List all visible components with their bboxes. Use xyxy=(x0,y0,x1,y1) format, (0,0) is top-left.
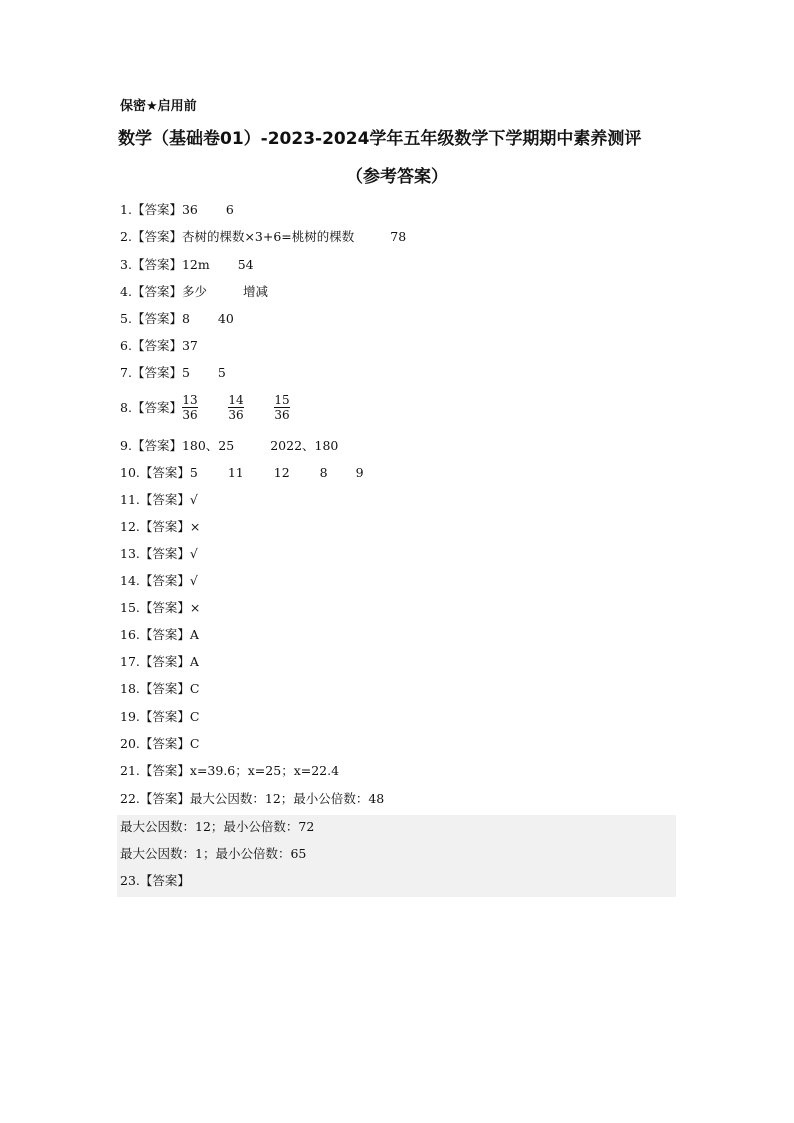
extra-line-text: 最大公因数：1；最小公倍数：65 xyxy=(120,846,307,861)
answer-number: 20. xyxy=(120,735,140,751)
answer-label: 【答案】 xyxy=(139,492,190,507)
answer-value: × xyxy=(189,518,201,534)
answer-value: 8 xyxy=(181,310,190,326)
answer-number: 2. xyxy=(120,228,132,244)
answer-label: 【答案】 xyxy=(139,654,190,669)
answer-value: C xyxy=(189,708,200,724)
answer-row xyxy=(120,281,268,301)
answer-label: 【答案】 xyxy=(131,284,182,299)
answer-label: 【答案】 xyxy=(139,763,190,778)
answer-value: 11 xyxy=(227,464,244,480)
answer-number: 14. xyxy=(120,572,140,588)
answer-number: 7. xyxy=(120,364,132,380)
answer-number: 18. xyxy=(120,680,140,696)
answer-value: 12m xyxy=(181,256,210,272)
answer-row xyxy=(120,199,234,219)
answer-label: 【答案】 xyxy=(131,400,182,415)
fraction-numerator: 13 xyxy=(182,392,198,407)
answer-label: 【答案】 xyxy=(131,202,182,217)
answer-number: 3. xyxy=(120,256,132,272)
answer-value: 6 xyxy=(225,201,234,217)
fraction-denominator: 36 xyxy=(182,407,198,422)
answer-label: 【答案】 xyxy=(131,365,182,380)
extra-line-text: 最大公因数：12；最小公倍数：72 xyxy=(120,819,315,834)
answer-row xyxy=(120,788,384,808)
answer-row xyxy=(120,597,200,617)
answer-label: 【答案】 xyxy=(131,438,182,453)
answer-value: 12 xyxy=(273,464,290,480)
answer-value: 37 xyxy=(181,337,198,353)
answer-row xyxy=(120,678,199,698)
answer-row xyxy=(120,706,199,726)
answer-row xyxy=(120,308,234,328)
answer-value: x=39.6；x=25；x=22.4 xyxy=(189,763,340,778)
fraction xyxy=(274,393,290,422)
answer-number: 6. xyxy=(120,337,132,353)
answer-label: 【答案】 xyxy=(139,736,190,751)
answer-number: 16. xyxy=(120,626,140,642)
answer-label: 【答案】 xyxy=(139,791,190,806)
answer-number: 8. xyxy=(120,399,132,415)
answer-number: 1. xyxy=(120,201,132,217)
answer-value: 40 xyxy=(217,310,234,326)
answer-value: A xyxy=(189,653,199,669)
answer-label: 【答案】 xyxy=(131,257,182,272)
answer-number: 13. xyxy=(120,545,140,561)
answer-value: √ xyxy=(189,572,198,588)
fraction-denominator: 36 xyxy=(228,407,244,422)
answer-row xyxy=(120,226,406,246)
answer-value: × xyxy=(189,599,201,615)
answer-value: C xyxy=(189,680,200,696)
answer-value: 78 xyxy=(390,228,407,244)
answer-label: 【答案】 xyxy=(139,519,190,534)
answer-row xyxy=(120,570,198,590)
answer-value: 5 xyxy=(181,364,190,380)
fraction-numerator: 14 xyxy=(228,392,244,407)
answer-value: 多少 xyxy=(181,284,207,299)
answer-value: A xyxy=(189,626,199,642)
fraction-denominator: 36 xyxy=(274,407,290,422)
answer-label: 【答案】 xyxy=(131,311,182,326)
answer-number: 9. xyxy=(120,437,132,453)
answer-row xyxy=(120,462,364,482)
answer-row xyxy=(120,335,198,355)
fraction xyxy=(228,393,244,422)
answer-value: 9 xyxy=(355,464,364,480)
answer-row xyxy=(120,489,198,509)
fraction xyxy=(182,393,198,422)
answer-number: 5. xyxy=(120,310,132,326)
answer-row xyxy=(120,254,254,274)
answer-value: √ xyxy=(189,491,198,507)
answer-label: 【答案】 xyxy=(139,681,190,696)
answer-value: 最大公因数：12；最小公倍数：48 xyxy=(189,791,385,806)
answer-label: 【答案】 xyxy=(139,546,190,561)
answer-number: 19. xyxy=(120,708,140,724)
answer-label: 【答案】 xyxy=(131,229,182,244)
answer-label: 【答案】 xyxy=(131,338,182,353)
answer-row xyxy=(120,543,198,563)
answer-row xyxy=(120,388,320,426)
secret-label: 保密★启用前 xyxy=(120,99,197,114)
answer-number: 22. xyxy=(120,790,140,806)
answer-value: 180、25 xyxy=(181,438,235,453)
answer-row xyxy=(120,516,200,536)
answer-value: C xyxy=(189,735,200,751)
answer-number: 21. xyxy=(120,762,140,778)
answer-value: 54 xyxy=(237,256,254,272)
answer-number: 23. xyxy=(120,872,140,888)
answer-value: 杏树的棵数×3+6=桃树的棵数 xyxy=(181,229,355,244)
answer-label: 【答案】 xyxy=(139,873,190,888)
answer-value: 5 xyxy=(217,364,226,380)
answer-number: 12. xyxy=(120,518,140,534)
answer-number: 15. xyxy=(120,599,140,615)
answer-number: 17. xyxy=(120,653,140,669)
fraction-numerator: 15 xyxy=(274,392,290,407)
extra-line xyxy=(120,843,306,863)
answer-label: 【答案】 xyxy=(139,465,190,480)
answer-label: 【答案】 xyxy=(139,627,190,642)
answer-value: 增减 xyxy=(242,284,268,299)
answer-label: 【答案】 xyxy=(139,709,190,724)
answer-value: 5 xyxy=(189,464,198,480)
answer-row xyxy=(120,362,226,382)
answer-row xyxy=(120,624,199,644)
answer-row xyxy=(120,733,199,753)
answer-row-23 xyxy=(120,870,190,890)
answer-label: 【答案】 xyxy=(139,573,190,588)
answer-row xyxy=(120,651,199,671)
answer-value: √ xyxy=(189,545,198,561)
page-title: 数学（基础卷01）-2023-2024学年五年级数学下学期期中素养测评 xyxy=(118,129,642,149)
answer-row xyxy=(120,760,339,780)
page-subtitle: （参考答案） xyxy=(346,167,448,187)
extra-line xyxy=(120,816,314,836)
answer-row xyxy=(120,435,338,455)
answer-number: 4. xyxy=(120,283,132,299)
answer-label: 【答案】 xyxy=(139,600,190,615)
answer-number: 10. xyxy=(120,464,140,480)
answer-value: 36 xyxy=(181,201,198,217)
answer-number: 11. xyxy=(120,491,140,507)
answer-value: 2022、180 xyxy=(270,438,339,453)
answer-value: 8 xyxy=(319,464,328,480)
